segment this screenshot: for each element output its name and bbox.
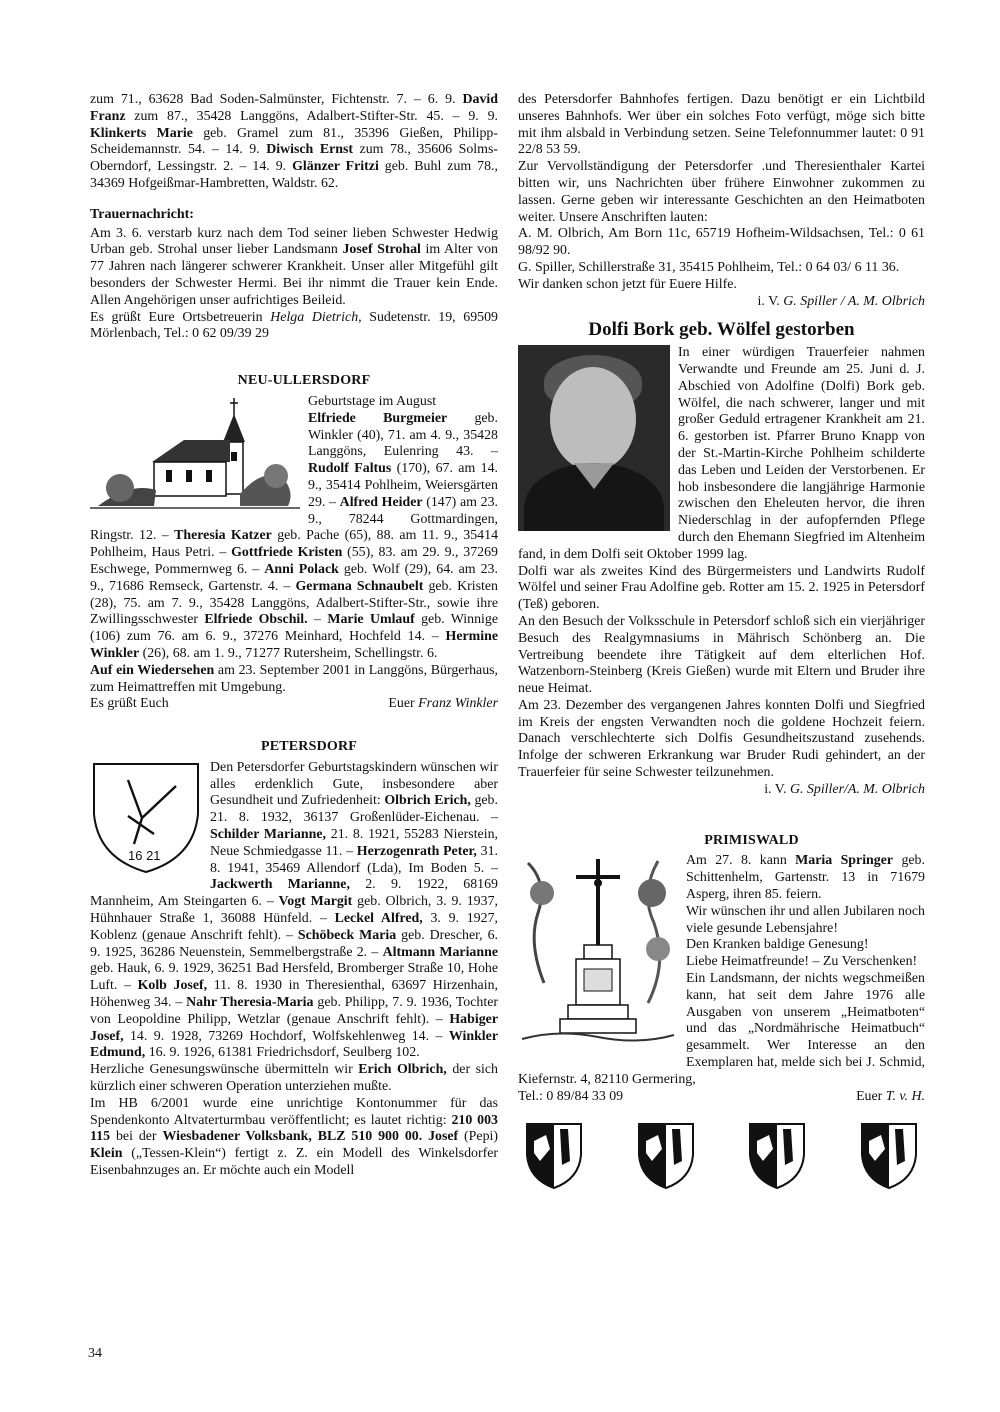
paragraph: Wir danken schon jetzt für Euere Hilfe.	[518, 276, 737, 292]
paragraph: Geburtstage im August	[308, 393, 437, 409]
paragraph: des Petersdorfer Bahnhofes fertigen. Dazu benötigt er ein Lichtbild unseres Bahnhofs. Wer über ein solches Foto verfügt, möge sich bitte mit ihm alsbald in Verbindung setzen. Seine Telefonnummer lautet: 0 91 22/8 53 59.	[518, 92, 925, 158]
paragraph: Am 3. 6. verstarb kurz nach dem Tod seiner lieben Schwester Hedwig Urban geb. Strohal unser lieber Landsmann Josef Strohal im Alter von 77 Jahren nach längerer schwerer Krankheit. Unser aller Mitgefühl gilt besonders der Schwester Hermi. Bei ihr nimmt die Trauer kein Ende. Allen Angehörigen unser aufrichtiges Beileid.	[90, 225, 498, 308]
greeting: Es grüßt Euch	[90, 696, 169, 712]
signature: Euer Franz Winkler	[388, 696, 498, 712]
right-intro	[518, 92, 925, 294]
paragraph: G. Spiller, Schillerstraße 31, 35415 Pohlheim, Tel.: 0 64 03/ 6 11 36.	[518, 259, 900, 275]
coat-of-arms-icon	[636, 1121, 696, 1191]
paragraph: Liebe Heimatfreunde! – Zu Verschenken!	[686, 954, 918, 970]
phone-number: Tel.: 0 89/84 33 09	[518, 1088, 624, 1104]
petersdorf-heading: PETERSDORF	[260, 739, 358, 755]
left-column	[90, 92, 498, 1180]
coat-of-arms-icon	[524, 1121, 584, 1191]
paragraph: Am 23. Dezember des vergangenen Jahres konnten Dolfi und Siegfried im Kreis der engsten Verwandten noch die goldene Hochzeit feiern. Danach verschlechterte sich Dolfis Gesundheitszustand zusehends. Infolge der schweren Erkrankung war Bruder Rudi gehindert, an der Trauerfeier für seine Schwester teilzunehmen.	[518, 697, 925, 781]
paragraph: Im HB 6/2001 wurde eine unrichtige Kontonummer für das Spendenkonto Altvaterturmbau veröffentlicht; es lautet richtig: 210 003 115 bei der Wiesbadener Volksbank, BLZ 510 900 00. Josef (Pepi) Klein („Tessen-Klein“) fertigt z. Z. ein Modell des Winkelsdorfer Eisenbahnzuges an. Er möchte auch ein Modell	[90, 1095, 499, 1179]
trauernachricht-heading: Trauernachricht:	[90, 206, 194, 222]
neu-ullersdorf-heading: NEU-ULLERSDORF	[237, 373, 371, 389]
coat-of-arms-icon	[859, 1121, 919, 1191]
paragraph: Den Kranken baldige Genesung!	[686, 937, 869, 953]
obituary-signature: i. V. G. Spiller/A. M. Olbrich	[764, 781, 925, 797]
paragraph: zum 71., 63628 Bad Soden-Salmünster, Fichtenstr. 7. – 6. 9. David Franz zum 87., 35428 Langgöns, Adalbert-Stifter-Str. 45. – 9. 9. Klinkerts Marie geb. Gramel zum 81., 35396 Gießen, Philipp-Scheidemannstr. 54. – 14. 9. Diwisch Ernst zum 78., 35606 Solms-Oberndorf, Lessingstr. 2. – 14. 9. Glänzer Fritzi geb. Buhl zum 78., 34369 Hofgeißmar-Hambretten, Waldstr. 62.	[90, 92, 499, 191]
crest-year: 16 21	[128, 847, 161, 863]
paragraph: Auf ein Wiedersehen am 23. September 2001 in Langgöns, Bürgerhaus, zum Heimattreffen mit Umgebung.	[90, 662, 499, 695]
primiswald-heading: PRIMISWALD	[704, 832, 799, 848]
left-intro	[90, 92, 498, 193]
paragraph: Ein Landsmann, der nichts wegschmeißen kann, hat seit dem Jahre 1976 alle Ausgaben von unserem „Heimatboten“ und das „Nordmährische Heimatbuch“ gesammelt. Wer Interesse an den Exemplaren hat, melde sich bei J. Schmid, Kiefernstr. 4, 82110 Germering,	[518, 971, 925, 1087]
paragraph: Elfriede Burgmeier geb. Winkler (40), 71. am 4. 9., 35428 Langgöns, Eulenring 43. – Rudolf Faltus (170), 67. am 14. 9., 35414 Pohlheim, Weiersgärten 29. – Alfred Heider (147) am 23. 9., 78244 Gottmardingen, Ringstr. 12. – Theresia Katzer geb. Pache (65), 88. am 11. 9., 35414 Pohlheim, Haus Petri. – Gottfriede Kristen (55), 83. am 29. 9., 37269 Eschwege, Pommernweg 6. – Anni Polack geb. Wolf (29), 64. am 23. 9., 71686 Remseck, Gartenstr. 4. – Germana Schnaubelt geb. Kristen (28), 75. am 7. 9., 35428 Langgöns, Adalbert-Stifter-Str., sowie ihre Zwillingsschwester Elfriede Obschil. – Marie Umlauf geb. Winnige (106) zum 76. am 6. 9., 37276 Meinhard, Hochfeld 14. – Hermine Winkler (26), 68. am 1. 9., 71277 Rutersheim, Schellingstr. 6.	[90, 410, 499, 661]
paragraph: Dolfi war als zweites Kind des Bürgermeisters und Landwirts Rudolf Wölfel und seiner Frau Adolfine geb. Rotter am 15. 2. 1925 in Petersdorf (Teß) geboren.	[518, 563, 925, 613]
paragraph: Wir wünschen ihr und allen Jubilaren noch viele gesunde Lebensjahre!	[686, 903, 925, 936]
primiswald-signature: Euer T. v. H.	[856, 1088, 925, 1104]
right-column	[518, 92, 925, 1191]
petersdorf-crest	[90, 760, 202, 876]
page-number: 34	[88, 1346, 102, 1361]
paragraph: Am 27. 8. kann Maria Springer geb. Schittenhelm, Gartenstr. 13 in 71679 Asperg, ihren 85. feiern.	[686, 853, 925, 903]
paragraph: In einer würdigen Trauerfeier nahmen Verwandte und Freunde am 25. Juni d. J. Abschied von Adolfine (Dolfi) Bork geb. Wölfel, die nach schwerer, langer und mit großer Geduld ertragener Krankheit am 21. 6. gestorben ist. Pfarrer Bruno Knapp von der St.-Martin-Kirche Pohlheim schilderte das Leben und Leiden der Verstorbenen. Er hob insbesondere die langjährige Harmonie zwischen den Eheleuten hervor, die ihren Niederschlag in der aufopfernden Pflege durch den Ehemann Siegfried im Altenheim fand, in dem Dolfi seit Oktober 1999 lag.	[518, 345, 925, 562]
coat-of-arms-icon	[747, 1121, 807, 1191]
coat-of-arms-row	[518, 1121, 925, 1191]
trauernachricht-text	[90, 226, 498, 344]
obituary-heading: Dolfi Bork geb. Wölfel gestorben	[588, 319, 855, 341]
paragraph: A. M. Olbrich, Am Born 11c, 65719 Hofheim-Wildsachsen, Tel.: 0 61 98/92 90.	[518, 226, 925, 259]
neu-ullersdorf-signoff	[90, 696, 498, 713]
paragraph: Den Petersdorfer Geburtstagskindern wünschen wir alles erdenklich Gute, insbesondere aber Gesundheit und Zufriedenheit: Olbrich Erich, geb. 21. 8. 1932, 36137 Großenlüder-Eichenau. – Schilder Marianne, 21. 8. 1921, 55283 Nierstein, Neue Schmiedgasse 11. – Herzogenrath Peter, 31. 8. 1941, 35469 Allendorf (Lda), Im Boden 5. – Jackwerth Marianne, 2. 9. 1922, 68169 Mannheim, Am Steingarten 6. – Vogt Margit geb. Olbrich, 3. 9. 1937, Hühnhauer Straße 1, 36088 Hünfeld. – Leckel Alfred, 3. 9. 1927, Koblenz (genaue Anschrift fehlt). – Schöbeck Maria geb. Drescher, 6. 9. 1925, 36286 Neuenstein, Semmelbergstraße 2. – Altmann Marianne geb. Hauk, 6. 9. 1929, 36251 Bad Hersfeld, Bromberger Straße 10, Hohe Luft. – Kolb Josef, 11. 8. 1930 in Theresienthal, 63697 Hirzenhain, Höhenweg 34. – Nahr Theresia-Maria geb. Philipp, 7. 9. 1936, Tochter von Leopoldine Philipp, Wetzlar (genaue Anschrift fehlt). – Habiger Josef, 14. 9. 1928, 73269 Hochdorf, Wolfskehlenweg 14. – Winkler Edmund, 16. 9. 1926, 61381 Friedrichsdorf, Seulberg 102.	[90, 759, 499, 1061]
primiswald-signoff	[518, 1089, 925, 1106]
paragraph: An den Besuch der Volksschule in Petersdorf schloß sich ein vierjähriger Besuch des Realgymnasiums in Mährisch Schönberg an. Die Vertreibung beendete ihre Tätigkeit auf dem elterlichen Hof. Watzenborn-Steinberg (Kreis Gießen) wurde mit Eltern und Bruder ihre neue Heimat.	[518, 613, 925, 697]
paragraph: Es grüßt Eure Ortsbetreuerin Helga Dietrich, Sudetenstr. 19, 69509 Mörlenbach, Tel.: 0 62 09/39 29	[90, 309, 498, 342]
church-illustration	[90, 394, 300, 512]
wayside-cross-illustration	[518, 853, 678, 1053]
portrait-photo	[518, 345, 670, 531]
right-intro-signature: i. V. G. Spiller / A. M. Olbrich	[757, 293, 925, 309]
paragraph: Zur Vervollständigung der Petersdorfer .und Theresienthaler Kartei bitten wir, uns Nachrichten über frühere Einwohner zukommen zu lassen. Gerne geben wir interessante Geschichten an den Heimatboten weiter. Unsere Anschriften lauten:	[518, 159, 925, 225]
paragraph: Herzliche Genesungswünsche übermitteln wir Erich Olbrich, der sich kürzlich einer schweren Operation unterziehen mußte.	[90, 1062, 499, 1095]
